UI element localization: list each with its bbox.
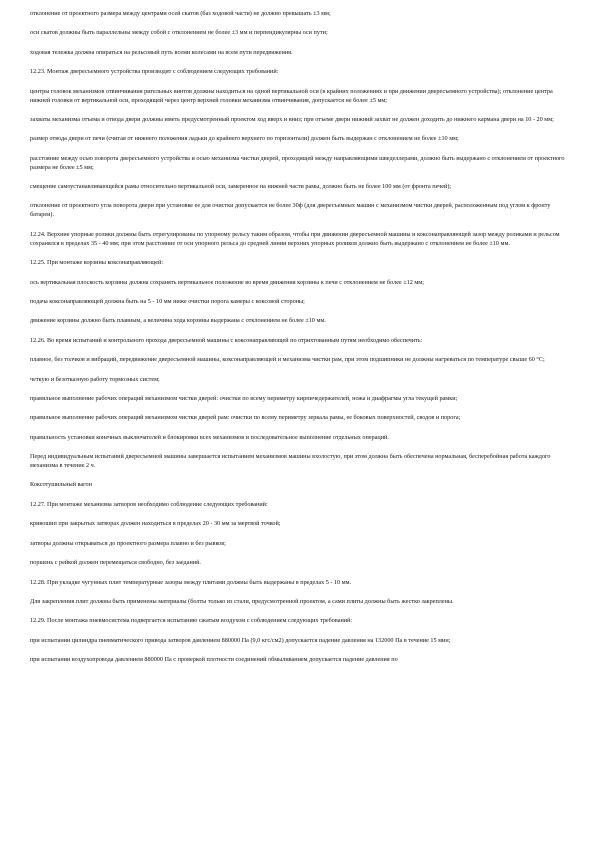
section-heading: 12.27. При монтаже механизма затворов необходимо соблюдение следующих требований: (30, 500, 268, 508)
subsection-title: Коксотушильный вагон (30, 481, 92, 489)
paragraph: ходовая тележка должна опираться на рельсовый путь всеми колесами на всем пути передвижения. (30, 48, 293, 56)
paragraph: правильное выполнение рабочих операций механизмом чистки дверей рам: очистки по всему периметру зеркала рамы, ее боковых поверхностей, сводов и порога; (30, 414, 461, 422)
paragraph: Для закрепления плит должны быть применены материалы (болты только из стали, предусмотренной проектом, а сами плиты должны быть жестко закреплены. (30, 597, 454, 605)
paragraph: подача коксонаправляющей должна быть на 5 - 10 мм ниже очистки порога камеры с коксовой стороны; (30, 297, 305, 305)
paragraph: затворы должны открываться до проектного размера плавно и без рывков; (30, 539, 226, 547)
paragraph: четкую и безотказную работу тормозных систем; (30, 375, 160, 383)
paragraph: центры головок механизмов отвинчивания ригельных винтов должны находиться на одной вертикальной оси (в крайних положениях и при движении двересъемного устройства); отклонение центра нижней головки от вертикальной оси, проходящей через центр верхней головки механизма отвинчивания, допускается не более ±5 мм; (30, 87, 553, 104)
section-paragraph: 12.24. Верхние упорные ролики должны быть отрегулированы по упорному рельсу таким образом, чтобы при движении двересъемной машины и коксонаправляющей зазор между роликами и рельсом сохранялся в пределах 35 - 40 мм; при этом расстояние от оси упорного рельса до средней линии верхних упорных роликов должно быть выдержано с отклонением не более ±10 мм. (30, 230, 560, 247)
paragraph: смещение самоустанавливающейся рамы относительно вертикальной оси, замеренное на нижней части рамы, должно быть не более 100 мм (от фронта печей); (30, 183, 452, 191)
paragraph: правильность установки конечных выключателей и блокировки всех механизмов и последовательное выполнение отдельных операций. (30, 433, 389, 441)
paragraph: правильное выполнение рабочих операций механизмом чистки дверей: очистки по всему периметру кирпичедержателей, ножа и диафрагмы угла текущей рамки; (30, 394, 458, 402)
section-heading: 12.29. После монтажа пневмосистема подвергается испытанию сжатым воздухом с соблюдением следующих требований: (30, 617, 353, 625)
paragraph: поршень с рейкой должен перемещаться свободно, без заеданий. (30, 559, 201, 567)
paragraph: Перед индивидуальным испытаний двересъемной машины завершается испытанием механизмов машины вхолостую, при этом должна быть обеспечена нормальная, бесперебойная работа каждого механизма в течение 2 ч. (30, 453, 551, 470)
section-heading: 12.25. При монтаже корзины коксонаправляющей: (30, 259, 164, 267)
paragraph: захваты механизма отъема и отвода двери должны иметь предусмотренный проектом ход вверх и вниз; при отъеме двери нижний захват не должен доходить до нижнего кармана двери на 10 - 20 мм; (30, 115, 554, 123)
section-heading: 12.23. Монтаж двересъемного устройства производят с соблюдением следующих требований: (30, 68, 279, 76)
paragraph: расстояние между осью поворота двересъемного устройства и осью механизма чистки дверей, проходящей между направляющими шведеллерами, должно быть выдержано с отклонением от проектного размера не более ±5 мм; (30, 154, 565, 171)
section-paragraph: 12.28. При укладке чугунных плит температурные зазоры между плитами должны быть выдержаны в пределах 5 - 10 мм. (30, 578, 352, 586)
paragraph: при испытании воздухопровода давлением 880000 Па с проверкой плотности соединений обмыливанием допускается падение давления по (30, 656, 398, 664)
paragraph: при испытании цилиндра пневматического привода затворов давлением 880000 Па (9,0 кгс/см2) допускается падение давления на 132000 Па в течение 15 мин; (30, 636, 451, 644)
paragraph: отклонение от проектного размера между центрами осей скатов (баз ходовой части) не должно превышать ±3 мм; (30, 10, 331, 17)
paragraph: плавное, без толчков и вибраций, передвижение двересъемной машины, коксонаправляющей и механизма чистки рам, при этом подшипники не должны нагреваться по температуре свыше 60 °С; (30, 356, 545, 364)
paragraph: ось вертикальная плоскость корзины должна сохранять вертикальное положение во время движения корзины к печи с отклонением не более ±12 мм; (30, 278, 424, 286)
paragraph: кривошип при закрытых затворах должен находиться в пределах 20 - 30 мм за мертвой точкой; (30, 520, 281, 528)
paragraph: размер отвода двери от печи (считая от нижнего положения ладьки до крайнего верхнего по горизонтали) должен быть выдержан с отклонением не более ±10 мм; (30, 135, 459, 143)
paragraph: отклонение от проектного угла поворота двери при установке ее для очистки допускается не более 30ф (для двересъемных машин с механизмом чистки дверей, расположенным под углом к фронту батареи). (30, 202, 551, 219)
section-heading: 12.26. Во время испытаний и контрольного прохода двересъемной машины с коксонаправляющей по отрихтованным путям необходимо обеспечить: (30, 336, 423, 344)
paragraph: движение корзины должно быть плавным, а величина хода корзины выдержана с отклонением не более ±10 мм. (30, 317, 326, 325)
paragraph: оси скатов должны быть параллельны между собой с отклонением не более ±3 мм и перпендикулярны оси пути; (30, 29, 328, 37)
